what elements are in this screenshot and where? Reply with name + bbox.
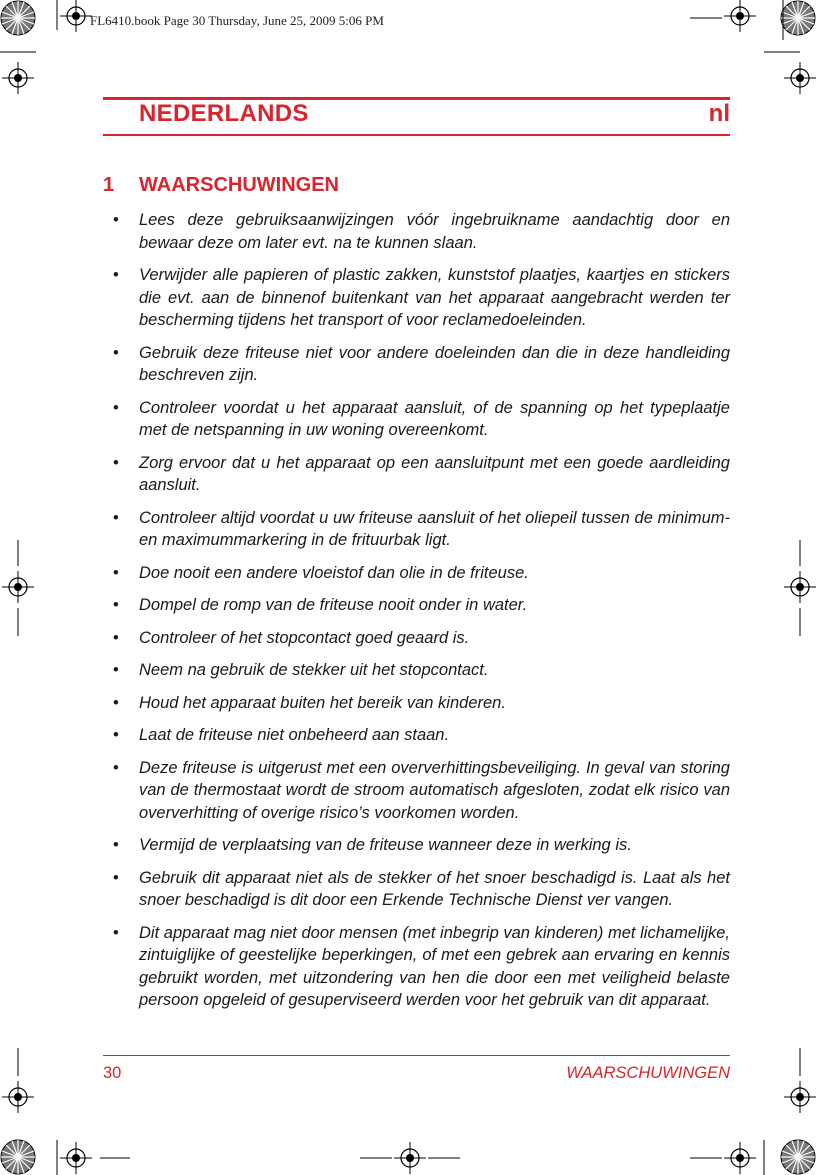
crosshair-icon [394, 1142, 426, 1174]
warning-text: Lees deze gebruiksaanwijzingen vóór ingebruikname aandachtig door en bewaar deze om later evt. na te kunnen slaan. [139, 211, 730, 252]
crosshair-icon [2, 571, 34, 603]
warning-item [113, 507, 730, 552]
bullet: • [113, 398, 119, 417]
warning-item [113, 867, 730, 912]
crosshair-icon [60, 1142, 92, 1174]
warning-item [113, 562, 730, 585]
warning-item [113, 724, 730, 747]
warning-item [113, 692, 730, 715]
footer-section-title: WAARSCHUWINGEN [566, 1064, 730, 1082]
warning-text: Verwijder alle papieren of plastic zakken, kunststof plaatjes, kaartjes en stickers die evt. aan de binnenof buitenkant van het apparaat aangebracht werden ter bescherming tijdens het transport of voor reclamedoeleinden. [139, 266, 730, 329]
warning-item [113, 834, 730, 857]
bullet: • [113, 508, 119, 527]
header-bottom-rule [103, 134, 730, 136]
warning-item [113, 452, 730, 497]
crosshair-icon [784, 571, 816, 603]
warning-item [113, 342, 730, 387]
warning-text: Zorg ervoor dat u het apparaat op een aansluitpunt met een goede aardleiding aansluit. [139, 453, 730, 494]
warning-item [113, 209, 730, 254]
crosshair-icon [724, 1142, 756, 1174]
warning-text: Controleer voordat u het apparaat aansluit, of de spanning op het typeplaatje met de netspanning in uw woning overeenkomt. [139, 398, 730, 439]
warning-text: Controleer of het stopcontact goed geaard is. [139, 628, 470, 647]
warning-text: Dit apparaat mag niet door mensen (met inbegrip van kinderen) met lichamelijke, zintuiglijke of geestelijke beperkingen, of met een gebrek aan ervaring en kennis gebruikt worden, met uitzondering van hen die door een met veiligheid belaste persoon opgeleid of gesuperviseerd werden voor het gebruik van dit apparaat. [139, 923, 730, 1009]
crosshair-icon [724, 0, 756, 32]
warning-text: Deze friteuse is uitgerust met een oververhittingsbeveiliging. In geval van storing van de thermostaat wordt de stroom automatisch afgesloten, zodat elk risico van oververhitting of overige risico’s voorkomen worden. [139, 758, 730, 822]
bullet: • [113, 836, 119, 854]
warning-item [113, 659, 730, 682]
warning-item [113, 594, 730, 617]
warning-item [113, 757, 730, 825]
bullet: • [113, 758, 119, 777]
bullet: • [113, 726, 119, 744]
warning-item [113, 397, 730, 442]
bullet: • [113, 693, 119, 712]
warning-text: Houd het apparaat buiten het bereik van kinderen. [139, 693, 506, 712]
warning-text: Dompel de romp van de friteuse nooit onder in water. [139, 596, 528, 614]
warning-text: Doe nooit een andere vloeistof dan olie in de friteuse. [139, 563, 529, 582]
warning-item [113, 922, 730, 1012]
warning-text: Neem na gebruik de stekker uit het stopcontact. [139, 661, 489, 679]
warning-item [113, 264, 730, 332]
star-registration-icon [1, 1140, 35, 1174]
language-title: NEDERLANDS [139, 100, 309, 127]
bullet: • [113, 628, 119, 647]
bullet: • [113, 343, 119, 362]
warning-text: Gebruik dit apparaat niet als de stekker of het snoer beschadigd is. Laat als het snoer beschadigd is dit door een Erkende Technische Dienst ver vangen. [139, 868, 730, 909]
bullet: • [113, 868, 119, 887]
warning-text: Laat de friteuse niet onbeheerd aan staan. [139, 726, 450, 744]
warning-item [113, 627, 730, 650]
warning-text: Controleer altijd voordat u uw friteuse aansluit of het oliepeil tussen de minimum- en maximummarkering in de frituurbak ligt. [139, 508, 730, 549]
crosshair-icon [784, 62, 816, 94]
crosshair-icon [784, 1081, 816, 1113]
bullet: • [113, 453, 119, 472]
page-number: 30 [103, 1064, 122, 1082]
bullet: • [113, 563, 119, 582]
section-title: WAARSCHUWINGEN [139, 174, 339, 196]
warning-text: Vermijd de verplaatsing van de friteuse wanneer deze in werking is. [139, 836, 632, 854]
crosshair-icon [2, 1081, 34, 1113]
warnings-list [113, 209, 730, 1022]
bullet: • [113, 211, 119, 229]
bullet: • [113, 596, 119, 614]
star-registration-icon [781, 1, 815, 35]
star-registration-icon [781, 1140, 815, 1174]
section-number: 1 [103, 174, 115, 196]
bullet: • [113, 266, 119, 284]
crosshair-icon [2, 62, 34, 94]
bullet: • [113, 661, 119, 679]
star-registration-icon [1, 1, 35, 35]
footer-rule [103, 1055, 730, 1056]
bullet: • [113, 923, 119, 942]
language-code: nl [708, 100, 730, 127]
crosshair-icon [60, 0, 92, 32]
warning-text: Gebruik deze friteuse niet voor andere doeleinden dan die in deze handleiding beschreven zijn. [139, 343, 730, 384]
print-header-slug: FL6410.book Page 30 Thursday, June 25, 2009 5:06 PM [90, 13, 384, 28]
